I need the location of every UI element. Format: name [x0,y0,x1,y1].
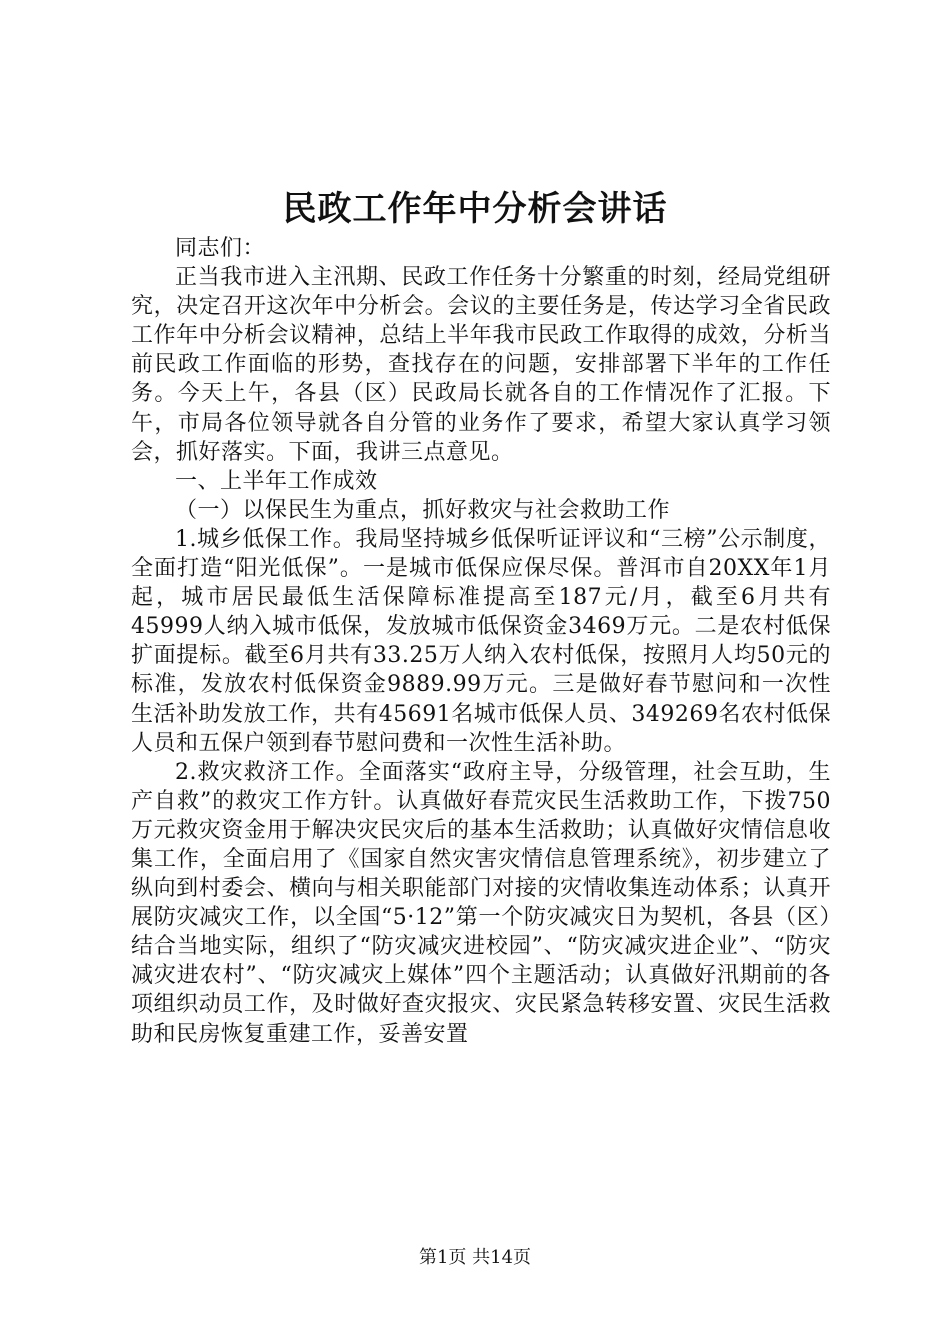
section-heading: 一、上半年工作成效 [175,468,378,494]
paragraph-disaster-relief: 2.救灾救济工作。全面落实“政府主导，分级管理，社会互助，生产自救”的救灾工作方针。认真做好春荒灾民生活救助工作，下拨750万元救灾资金用于解决灾民灾后的基本生活救助；认真做好灾情信息收集工作，全面启用了《国家自然灾害灾情信息管理系统》，初步建立了纵向到村委会、横向与相关职能部门对接的灾情收集连动体系；认真开展防灾减灾工作，以全国“5·12”第一个防灾减灾日为契机，各县（区）结合当地实际，组织了“防灾减灾进校园”、“防灾减灾进企业”、“防灾减灾进农村”、“防灾减灾上媒体”四个主题活动；认真做好汛期前的各项组织动员工作，及时做好查灾报灾、灾民紧急转移安置、灾民生活救助和民房恢复重建工作，妥善安置 [131,759,831,1047]
paragraph-intro: 正当我市进入主汛期、民政工作任务十分繁重的时刻，经局党组研究，决定召开这次年中分析会。会议的主要任务是，传达学习全省民政工作年中分析会议精神，总结上半年我市民政工作取得的成效，分析当前民政工作面临的形势，查找存在的问题，安排部署下半年的工作任务。今天上午，各县（区）民政局长就各自的工作情况作了汇报。下午，市局各位领导就各自分管的业务作了要求，希望大家认真学习领会，抓好落实。下面，我讲三点意见。 [131,265,831,465]
document-title: 民政工作年中分析会讲话 [282,189,668,229]
paragraph-low-income-security: 1.城乡低保工作。我局坚持城乡低保听证评议和“三榜”公示制度，全面打造“阳光低保”。一是城市低保应保尽保。普洱市自20XX年1月起，城市居民最低生活保障标准提高至187元/月，截至6月共有45999人纳入城市低保，发放城市低保资金3469万元。二是农村低保扩面提标。截至6月共有33.25万人纳入农村低保，按照月人均50元的标准，发放农村低保资金9889.99万元。三是做好春节慰问和一次性生活补助发放工作，共有45691名城市低保人员、349269名农村低保人员和五保户领到春节慰问费和一次性生活补助。 [131,526,831,756]
document-body [131,234,831,1049]
salutation: 同志们： [175,236,266,261]
subsection-heading: （一）以保民生为重点，抓好救灾与社会救助工作 [175,497,671,523]
page-number-footer: 第1页 共14页 [418,1247,532,1268]
